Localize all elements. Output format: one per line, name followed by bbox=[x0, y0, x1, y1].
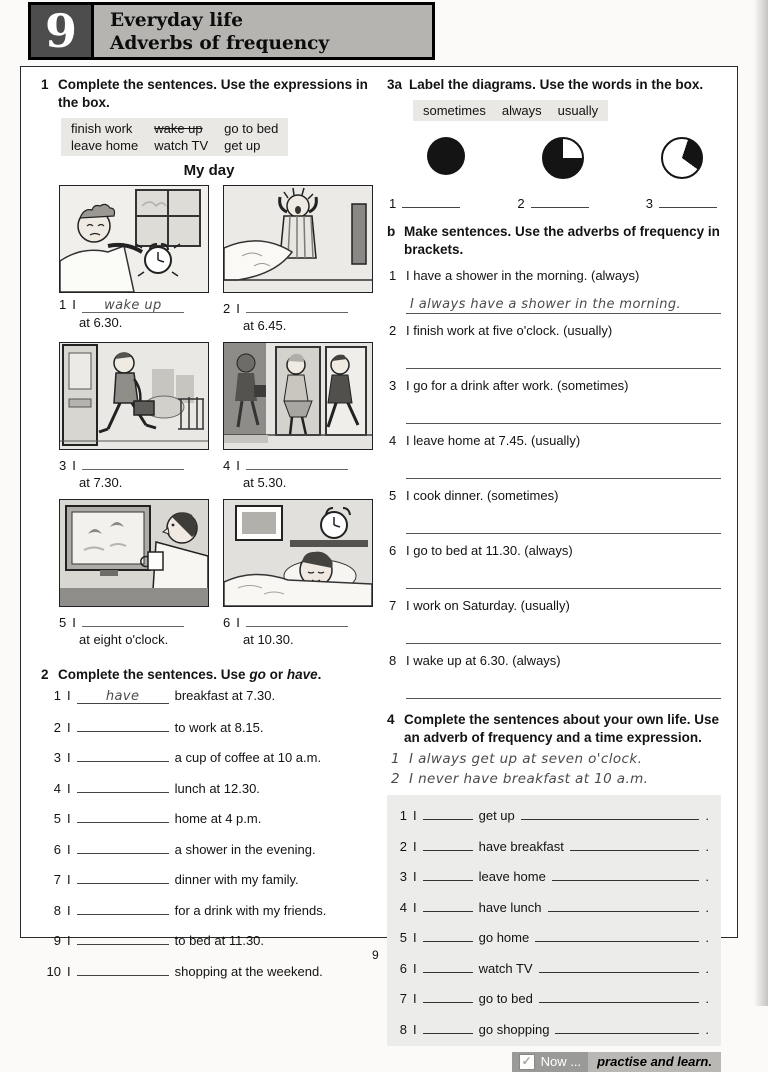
picture-caption-2 bbox=[223, 297, 373, 333]
label-blank bbox=[402, 193, 460, 208]
sentence-item: 5 I cook dinner. (sometimes) bbox=[389, 488, 721, 534]
exercise2-instruction: Complete the sentences. Use go or have. bbox=[58, 667, 322, 682]
word-always: always bbox=[501, 103, 542, 118]
picture-caption-6 bbox=[223, 611, 373, 647]
unit-number: 9 bbox=[31, 5, 94, 57]
answer-blank bbox=[246, 454, 348, 470]
sentence-item: 2 I finish work at five o'clock. (usually) bbox=[389, 323, 721, 369]
illustration-man-waking-alarm bbox=[59, 185, 209, 293]
word-finish-work: finish work bbox=[71, 121, 133, 136]
word-leave-home: leave home bbox=[71, 138, 139, 153]
exercise2-heading bbox=[41, 666, 377, 684]
exercise3b-heading bbox=[387, 223, 721, 259]
caption-time: at 5.30. bbox=[243, 475, 287, 490]
scan-edge-shadow bbox=[754, 0, 768, 1006]
own-life-row: 8 I go shopping . bbox=[395, 1018, 709, 1037]
picture-item-6 bbox=[223, 499, 373, 656]
exercise1-instruction: Complete the sentences. Use the expressions in the box. bbox=[58, 77, 368, 110]
sentence-item: 6 I go to bed at 11.30. (always) bbox=[389, 543, 721, 589]
caption-number: 3 bbox=[59, 458, 67, 473]
fill-in-row: 3 I a cup of coffee at 10 a.m. bbox=[43, 746, 377, 765]
exercise3b-instruction: Make sentences. Use the adverbs of frequency in brackets. bbox=[404, 224, 720, 257]
fill-in-row: 4 I lunch at 12.30. bbox=[43, 777, 377, 796]
answer-line bbox=[406, 461, 721, 479]
right-column bbox=[387, 76, 721, 1072]
left-column bbox=[41, 76, 377, 990]
exercise4 bbox=[387, 711, 721, 1072]
own-life-row: 4 I have lunch . bbox=[395, 896, 709, 915]
exercise4-number: 4 bbox=[387, 712, 395, 727]
answer-blank bbox=[77, 929, 169, 945]
caption-pronoun: I bbox=[72, 615, 76, 630]
sentence-item: 3 I go for a drink after work. (sometimes) bbox=[389, 378, 721, 424]
time-blank bbox=[535, 926, 699, 942]
illustration-people-leaving-work bbox=[223, 342, 373, 450]
exercise2-number: 2 bbox=[41, 667, 49, 682]
answer-blank bbox=[77, 777, 169, 793]
time-blank bbox=[555, 1018, 699, 1034]
adverb-blank bbox=[423, 804, 473, 820]
caption-time: at eight o'clock. bbox=[79, 632, 169, 647]
exercise3a-instruction: Label the diagrams. Use the words in the box. bbox=[409, 77, 704, 92]
adverb-blank bbox=[423, 957, 473, 973]
answer-line bbox=[406, 571, 721, 589]
label-blank bbox=[659, 193, 717, 208]
unit-header bbox=[28, 2, 435, 60]
answer-blank bbox=[82, 297, 184, 313]
frequency-diagrams bbox=[387, 137, 721, 179]
adverb-blank bbox=[423, 926, 473, 942]
caption-pronoun: I bbox=[72, 297, 76, 312]
illustration-man-getting-up bbox=[223, 185, 373, 293]
exercise2 bbox=[41, 666, 377, 979]
answer-line bbox=[406, 296, 721, 314]
answer-blank bbox=[246, 297, 348, 313]
caption-number: 5 bbox=[59, 615, 67, 630]
own-life-row: 1 I get up . bbox=[395, 804, 709, 823]
caption-time: at 6.30. bbox=[79, 315, 123, 330]
illustration-man-watching-tv bbox=[59, 499, 209, 607]
exercise1-picture-grid bbox=[59, 185, 377, 656]
time-blank bbox=[539, 957, 700, 973]
exercise1-word-box bbox=[61, 118, 288, 156]
word-watch-tv: watch TV bbox=[154, 138, 209, 153]
time-blank bbox=[548, 896, 700, 912]
exercise3b-number: b bbox=[387, 224, 396, 239]
time-blank bbox=[539, 987, 700, 1003]
diagram-label-blanks bbox=[389, 193, 717, 211]
own-life-row: 3 I leave home . bbox=[395, 865, 709, 884]
answer-line bbox=[406, 681, 721, 699]
exercise4-instruction: Complete the sentences about your own life. Use an adverb of frequency and a time expression. bbox=[404, 712, 720, 745]
exercise4-examples: 1 I always get up at seven o'clock. 2 I never have breakfast at 10 a.m. bbox=[391, 751, 649, 787]
picture-item-2 bbox=[223, 185, 373, 342]
diagram-number: 2 bbox=[517, 196, 525, 211]
picture-caption-4 bbox=[223, 454, 373, 490]
answer-blank bbox=[82, 454, 184, 470]
picture-item-4 bbox=[223, 342, 373, 499]
exercise4-heading bbox=[387, 711, 721, 747]
answer-line bbox=[406, 516, 721, 534]
own-life-row: 6 I watch TV . bbox=[395, 957, 709, 976]
answer-blank bbox=[77, 807, 169, 823]
answer-blank bbox=[77, 838, 169, 854]
answer-line bbox=[406, 406, 721, 424]
sentence-item: 4 I leave home at 7.45. (usually) bbox=[389, 433, 721, 479]
adverb-blank bbox=[423, 835, 473, 851]
caption-pronoun: I bbox=[236, 458, 240, 473]
illustration-man-sleeping bbox=[223, 499, 373, 607]
fill-in-row: 2 I to work at 8.15. bbox=[43, 716, 377, 735]
pie-diagram-usually bbox=[542, 137, 584, 179]
picture-caption-5 bbox=[59, 611, 209, 647]
exercise3a-number: 3a bbox=[387, 77, 403, 92]
picture-item-3 bbox=[59, 342, 209, 499]
caption-pronoun: I bbox=[236, 301, 240, 316]
own-life-row: 5 I go home . bbox=[395, 926, 709, 945]
now-label: Now ... bbox=[540, 1054, 582, 1069]
own-life-row: 2 I have breakfast . bbox=[395, 835, 709, 854]
sentence-item: 8 I wake up at 6.30. (always) bbox=[389, 653, 721, 699]
fill-in-row: 1 I have breakfast at 7.30. bbox=[53, 688, 276, 704]
time-blank bbox=[570, 835, 699, 851]
picture-caption-1 bbox=[59, 297, 209, 330]
label-blank bbox=[531, 193, 589, 208]
adverb-blank bbox=[423, 896, 473, 912]
picture-caption-3 bbox=[59, 454, 209, 490]
word-wake-up-crossed: wake up bbox=[154, 121, 203, 136]
picture-item-5 bbox=[59, 499, 209, 656]
answer-line bbox=[406, 351, 721, 369]
picture-item-1 bbox=[59, 185, 209, 342]
adverb-blank bbox=[423, 865, 473, 881]
handwritten-answer: I always have a shower in the morning. bbox=[410, 297, 682, 312]
check-icon: ✓ bbox=[519, 1054, 535, 1070]
exercise3a-word-box bbox=[413, 100, 608, 121]
fill-in-row: 6 I a shower in the evening. bbox=[43, 838, 377, 857]
diagram-number: 3 bbox=[645, 196, 653, 211]
time-blank bbox=[552, 865, 700, 881]
caption-pronoun: I bbox=[72, 458, 76, 473]
answer-blank bbox=[77, 868, 169, 884]
word-go-to-bed: go to bed bbox=[224, 121, 279, 136]
caption-pronoun: I bbox=[236, 615, 240, 630]
now-practise-badge bbox=[512, 1052, 721, 1072]
exercise1-heading bbox=[41, 76, 377, 112]
answer-blank bbox=[77, 716, 169, 732]
handwritten-answer: wake up bbox=[104, 298, 162, 313]
word-usually: usually bbox=[557, 103, 599, 118]
sentence-item: 7 I work on Saturday. (usually) bbox=[389, 598, 721, 644]
fill-in-row: 5 I home at 4 p.m. bbox=[43, 807, 377, 826]
diagram-number: 1 bbox=[389, 196, 397, 211]
fill-in-row: 7 I dinner with my family. bbox=[43, 868, 377, 887]
practise-label: practise and learn. bbox=[588, 1052, 721, 1072]
pie-diagram-sometimes bbox=[661, 137, 703, 179]
own-life-row: 7 I go to bed . bbox=[395, 987, 709, 1006]
answer-blank bbox=[77, 688, 169, 704]
sentence-item: 1 I have a shower in the morning. (always) I always have a shower in the morning. bbox=[389, 268, 721, 314]
unit-title-line2: Adverbs of frequency bbox=[110, 33, 330, 54]
worksheet-body bbox=[20, 66, 738, 1069]
exercise4-panel bbox=[387, 795, 721, 1046]
fill-in-row: 9 I to bed at 11.30. bbox=[43, 929, 377, 948]
answer-blank bbox=[77, 746, 169, 762]
illustration-man-leaving-home bbox=[59, 342, 209, 450]
caption-number: 1 bbox=[59, 297, 67, 312]
caption-time: at 7.30. bbox=[79, 475, 123, 490]
page-number: 9 bbox=[372, 948, 379, 962]
exercise1-number: 1 bbox=[41, 77, 49, 92]
caption-time: at 6.45. bbox=[243, 318, 287, 333]
fill-in-row: 10 I shopping at the weekend. bbox=[43, 960, 377, 979]
unit-title-line1: Everyday life bbox=[110, 10, 244, 31]
caption-time: at 10.30. bbox=[243, 632, 294, 647]
pie-diagram-always bbox=[427, 137, 465, 175]
answer-line bbox=[406, 626, 721, 644]
time-blank bbox=[521, 804, 700, 820]
caption-number: 6 bbox=[223, 615, 231, 630]
caption-number: 2 bbox=[223, 301, 231, 316]
adverb-blank bbox=[423, 987, 473, 1003]
fill-in-row: 8 I for a drink with my friends. bbox=[43, 899, 377, 918]
answer-blank bbox=[77, 899, 169, 915]
answer-blank bbox=[82, 611, 184, 627]
my-day-title: My day bbox=[183, 162, 235, 179]
word-sometimes: sometimes bbox=[423, 103, 486, 118]
caption-number: 4 bbox=[223, 458, 231, 473]
answer-blank bbox=[77, 960, 169, 976]
adverb-blank bbox=[423, 1018, 473, 1034]
handwritten-answer: have bbox=[105, 689, 140, 704]
word-get-up: get up bbox=[224, 138, 261, 153]
answer-blank bbox=[246, 611, 348, 627]
exercise3a-heading bbox=[387, 76, 721, 94]
unit-title bbox=[94, 5, 432, 57]
